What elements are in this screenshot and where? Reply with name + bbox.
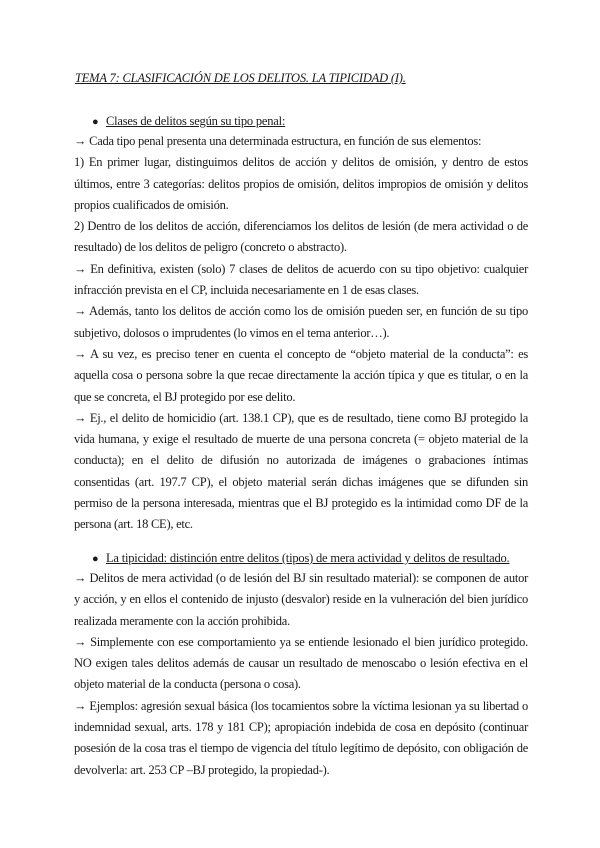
section-heading-clases [92,112,285,131]
section-heading-label: La tipicidad: distinción entre delitos (tipos) de mera actividad y delitos de resultado. [106,551,510,565]
bullet-icon: ● [92,553,99,565]
paragraph: → Ejemplos: agresión sexual básica (los tocamientos sobre la víctima lesionan ya su libertad o indemnidad sexual, arts. 178 y 181 CP); apropiación indebida de cosa en depósito (continuar posesión de la cosa tras el tiempo de vigencia del título legítimo de depósito, con obligación de devolverla: art. 253 CP –BJ protegido, la propiedad-). [74,698,528,777]
bullet-icon: ● [92,116,99,128]
paragraph: → Ej., el delito de homicidio (art. 138.1 CP), que es de resultado, tiene como BJ protegido la vida humana, y exige el resultado de muerte de una persona concreta (= objeto material de la conducta); en el delito de difusión no autorizada de imágenes o grabaciones íntimas consentidas (art. 197.7 CP), el objeto material serán dichas imágenes que se difunden sin permiso de la persona interesada, mientras que el BJ protegido es la intimidad como DF de la persona (art. 18 CE), etc. [74,410,528,532]
paragraph: → Cada tipo penal presenta una determinada estructura, en función de sus elementos: [74,134,482,148]
paragraph: 2) Dentro de los delitos de acción, diferenciamos los delitos de lesión (de mera actividad o de resultado) de los delitos de peligro (concreto o abstracto). [74,219,528,255]
document-title: TEMA 7: CLASIFICACIÓN DE LOS DELITOS. LA TIPICIDAD (I). [75,71,406,85]
section-heading-label: Clases de delitos según su tipo penal: [106,114,286,128]
paragraph: 1) En primer lugar, distinguimos delitos de acción y delitos de omisión, y dentro de estos últimos, entre 3 categorías: delitos propios de omisión, delitos impropios de omisión y delitos propios cualificados de omisión. [74,155,528,212]
section-body-clases [74,131,528,536]
paragraph: → En definitiva, existen (solo) 7 clases de delitos de acuerdo con su tipo objetivo: cualquier infracción prevista en el CP, incluida necesariamente en 1 de esas clases. [74,261,528,298]
section-body-tipicidad [74,568,528,781]
paragraph: → Simplemente con ese comportamiento ya se entiende lesionado el bien jurídico protegido. NO exigen tales delitos además de causar un resultado de menoscabo o lesión efectiva en el objeto material de la conducta (persona o cosa). [74,634,528,692]
paragraph: → A su vez, es preciso tener en cuenta el concepto de “objeto material de la conducta”: es aquella cosa o persona sobre la que recae directamente la acción típica y que es titular, o en la que se concreta, el BJ protegido por ese delito. [74,346,528,404]
paragraph: → Delitos de mera actividad (o de lesión del BJ sin resultado material): se componen de autor y acción, y en ellos el contenido de injusto (desvalor) reside en la vulneración del bien jurídico realizada meramente con la acción prohibida. [74,571,528,628]
paragraph: → Además, tanto los delitos de acción como los de omisión pueden ser, en función de su tipo subjetivo, dolosos o imprudentes (lo vimos en el tema anterior…). [74,304,528,340]
section-heading-tipicidad [92,549,509,568]
